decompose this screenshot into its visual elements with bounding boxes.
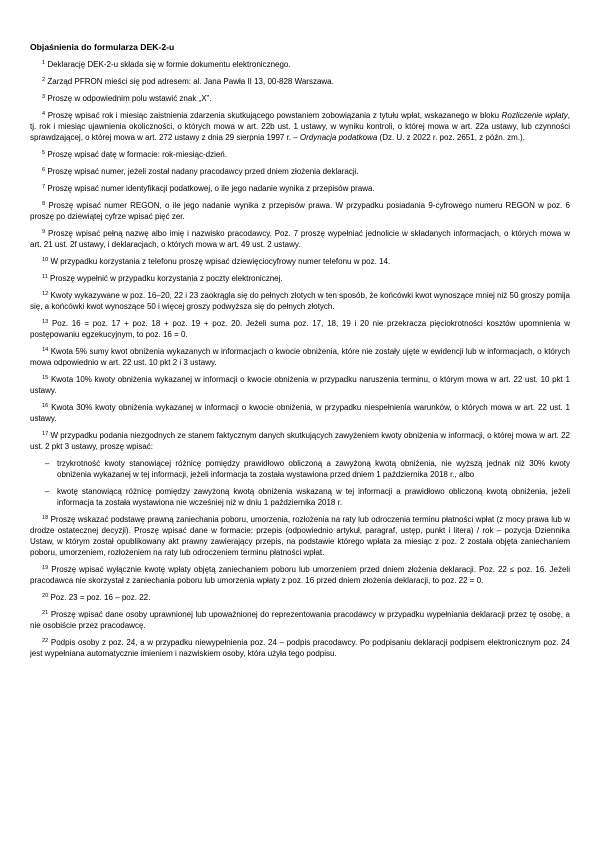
footnote-text: Poz. 23 = poz. 16 – poz. 22. (50, 593, 151, 602)
footnote-text: , tj. rok i miesiąc ujawnienia okoliczności, o których mowa w art. 22b ust. 1 ustawy, w wyniku kontroli, o której mowa w art. 22a ustawy, lub czynności sprawdzającej, o której mowa w art. 272 ustawy z dnia 29 sierpnia 1997 r. – (30, 111, 570, 142)
footnote-text: Poz. 16 = poz. 17 + poz. 18 + poz. 19 + poz. 20. Jeżeli suma poz. 17, 18, 19 i 20 nie przekracza pięciokrotności kosztów upomnienia w postępowaniu egzekucyjnym, to poz. 16 = 0. (30, 319, 570, 339)
footnote-number: 6 (42, 167, 46, 173)
footnote-number: 17 (42, 431, 49, 437)
footnote-text: Kwota 10% kwoty obniżenia wykazanej w informacji o kwocie obniżenia w przypadku naruszenia terminu, o którym mowa w art. 22 ust. 10 pkt 1 ustawy. (30, 375, 570, 395)
footnote-17-dash-item: – kwotę stanowiącą różnicę pomiędzy zawyżoną kwotą obniżenia wskazaną w tej informacji a prawidłowo obliczoną kwotą obniżenia, jeżeli informacja ta została wystawiona nie wcześniej niż w dniu 1 października 2018 r. (45, 486, 570, 508)
italic-text: Rozliczenie wpłaty (501, 111, 568, 120)
footnote-text: Proszę wpisać rok i miesiąc zaistnienia zdarzenia skutkującego powstaniem zobowiązania z tytułu wpłat, wskazanego w bloku (47, 111, 502, 120)
footnote-3 (30, 93, 570, 104)
footnote-text: W przypadku podania niezgodnych ze stanem faktycznym danych skutkujących zawyżeniem kwoty obniżenia w informacji, o której mowa w art. 22 ust. 2 pkt 3 ustawy, proszę wpisać: (30, 431, 570, 451)
footnote-text: Deklarację DEK-2-u składa się w formie dokumentu elektronicznego. (47, 60, 291, 69)
footnote-17 (30, 430, 570, 452)
footnote-number: 21 (42, 610, 49, 616)
footnote-9 (30, 228, 570, 250)
footnote-text: Proszę wpisać numer identyfikacji podatkowej, o ile jego nadanie wynika z przepisów prawa. (47, 184, 375, 193)
footnote-20 (30, 592, 570, 603)
footnote-text: W przypadku korzystania z telefonu proszę wpisać dziewięciocyfrowy numer telefonu w poz. 14. (50, 257, 391, 266)
notes-list (30, 59, 570, 659)
footnote-text: Proszę wpisać numer, jeżeli został nadany pracodawcy przed dniem złożenia deklaracji. (47, 167, 359, 176)
footnote-10 (30, 256, 570, 267)
footnote-number: 18 (42, 515, 49, 521)
italic-text: Ordynacja podatkowa (299, 133, 378, 142)
page-title: Objaśnienia do formularza DEK-2-u (30, 42, 175, 52)
footnote-text: Proszę wpisać dane osoby uprawnionej lub upoważnionej do reprezentowania pracodawcy w przypadku wypełniania deklaracji przez tę osobę, a nie osobiście przez pracodawcę. (30, 610, 570, 630)
footnote-16 (30, 402, 570, 424)
footnote-13 (30, 318, 570, 340)
footnote-text: Proszę wskazać podstawę prawną zaniechania poboru, umorzenia, rozłożenia na raty lub odroczenia terminu płatności wpłat (z mocy prawa lub w drodze ostatecznej decyzji). Proszę wpisać dane w formacie: przepis (odpowiednio artykuł, paragraf, ustęp, punkt i litera) / rok – pozycja Dziennika Ustaw, w którym został opublikowany akt prawny zawierający przepis, na podstawie którego wpłata za miesiąc z poz. 2 została objęta zaniechaniem poboru, umorzeniem, rozłożeniem na raty lub odroczeniem terminu płatności wpłat. (30, 515, 570, 557)
footnote-number: 7 (42, 184, 46, 190)
footnote-text: Podpis osoby z poz. 24, a w przypadku niewypełnienia poz. 24 – podpis pracodawcy. Po podpisaniu deklaracji podpisem elektronicznym poz. 24 jest wypełniana automatycznie imieniem i nazwiskiem osoby, która użyła tego podpisu. (30, 638, 570, 658)
footnote-14 (30, 346, 570, 368)
footnote-text: Proszę wpisać datę w formacie: rok-miesiąc-dzień. (47, 150, 227, 159)
footnote-text: (Dz. U. z 2022 r. poz. 2651, z późn. zm.). (377, 133, 525, 142)
footnote-15 (30, 374, 570, 396)
footnote-text: Kwota 30% kwoty obniżenia wykazanej w informacji o kwocie obniżenia, w przypadku niespełnienia warunków, o których mowa w art. 22 ust. 1 ustawy. (30, 403, 570, 423)
footnote-number: 2 (42, 77, 46, 83)
footnote-6 (30, 166, 570, 177)
footnote-18 (30, 514, 570, 558)
footnote-5 (30, 149, 570, 160)
footnote-text: Proszę wypełnić w przypadku korzystania z poczty elektronicznej. (50, 274, 283, 283)
footnote-number: 19 (42, 565, 49, 571)
footnote-12 (30, 290, 570, 312)
footnote-text: Kwoty wykazywane w poz. 16–20, 22 i 23 zaokrągla się do pełnych złotych w ten sposób, że końcówki kwot wynoszące mniej niż 50 groszy pomija się, a końcówki kwot wynoszące 50 i więcej groszy podwyższa się do pełnych złotych. (30, 291, 570, 311)
footnote-number: 5 (42, 150, 46, 156)
footnote-22 (30, 637, 570, 659)
footnote-number: 10 (42, 257, 49, 263)
footnote-number: 16 (42, 403, 49, 409)
footnote-21 (30, 609, 570, 631)
footnote-number: 9 (42, 229, 46, 235)
footnote-number: 4 (42, 111, 46, 117)
footnote-7 (30, 183, 570, 194)
footnote-text: Proszę wpisać wyłącznie kwotę wpłaty objętą zaniechaniem poboru lub umorzeniem przed dniem złożenia deklaracji. Poz. 22 ≤ poz. 16. Jeżeli pracodawca nie skorzystał z zaniechania poboru lub umorzenia wpłaty z poz. 16 przed dniem złożenia deklaracji, to poz. 22 = 0. (30, 565, 570, 585)
footnote-number: 22 (42, 638, 49, 644)
footnote-4 (30, 110, 570, 143)
footnote-text: Proszę wpisać numer REGON, o ile jego nadanie wynika z przepisów prawa. W przypadku posiadania 9-cyfrowego numeru REGON w poz. 6 proszę po dziewiątej cyfrze wpisać pięć zer. (30, 201, 570, 221)
footnote-2 (30, 76, 570, 87)
footnote-number: 3 (42, 94, 46, 100)
footnote-number: 13 (42, 319, 49, 325)
footnote-1 (30, 59, 570, 70)
footnote-11 (30, 273, 570, 284)
footnote-number: 8 (42, 201, 46, 207)
footnote-number: 20 (42, 593, 49, 599)
footnote-number: 15 (42, 375, 49, 381)
footnote-number: 14 (42, 347, 49, 353)
footnote-17-dash-item: – trzykrotność kwoty stanowiącej różnicę pomiędzy prawidłowo obliczoną a zawyżoną kwotą obniżenia, nie wyższą jednak niż 30% kwoty obniżenia wykazanej w tej informacji, jeżeli informacja ta została wystawiona przed dniem 1 października 2018 r., albo (45, 458, 570, 480)
footnote-number: 11 (42, 274, 48, 280)
footnote-number: 12 (42, 291, 49, 297)
footnote-19 (30, 564, 570, 586)
footnote-text: Proszę wpisać pełną nazwę albo imię i nazwisko pracodawcy. Poz. 7 proszę wypełniać jednolicie w składanych informacjach, o których mowa w art. 21 ust. 2f ustawy, i deklaracjach, o których mowa w art. 49 ust. 2 ustawy. (30, 229, 570, 249)
footnote-text: Zarząd PFRON mieści się pod adresem: al. Jana Pawła II 13, 00-828 Warszawa. (47, 77, 334, 86)
footnote-text: Proszę w odpowiednim polu wstawić znak „X”. (47, 94, 212, 103)
footnote-number: 1 (42, 60, 46, 66)
footnote-text: Kwota 5% sumy kwot obniżenia wykazanych w informacjach o kwocie obniżenia, które nie zostały ujęte w ewidencji lub w informacjach, o których mowa odpowiednio w art. 22 ust. 10 pkt 2 i 3 ustawy. (30, 347, 570, 367)
footnote-8 (30, 200, 570, 222)
